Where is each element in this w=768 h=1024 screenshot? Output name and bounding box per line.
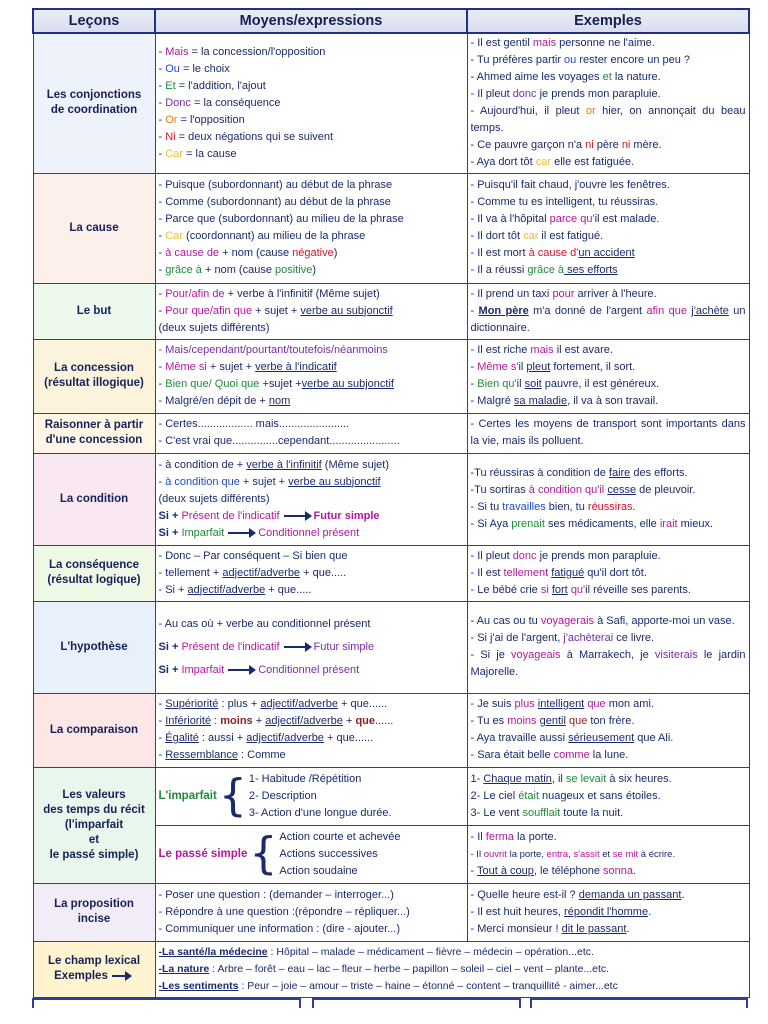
- means-raisonner: - Certes.................. mais....................... - C'est vrai que...............cependant.......................: [155, 413, 467, 453]
- means-passe-simple: Le passé simple { Action courte et achevée Actions successives Action soudaine: [155, 825, 467, 883]
- arrow-icon: [284, 515, 310, 517]
- examples-cause: - Puisqu'il fait chaud, j'ouvre les fenêtres. - Comme tu es intelligent, tu réussiras. - Il va à l'hôpital parce qu'il est malade. - Il dort tôt car il est fatigué. - Il est mort à cause d'un accident - Il a réussi grâce à ses efforts: [467, 173, 749, 283]
- lesson-condition: La condition: [33, 453, 155, 545]
- means-incise: - Poser une question : (demander – interroger...) - Répondre à une question :(répondre – répliquer...) - Communiquer une information : (dire - ajouter...): [155, 883, 467, 941]
- lesson-table: [32, 8, 750, 998]
- means-cause: - Puisque (subordonnant) au début de la phrase - Comme (subordonnant) au début de la phrase - Parce que (subordonnant) au milieu de la phrase - Car (coordonnant) au milieu de la phrase - à cause de + nom (cause négative) - grâce à + nom (cause positive): [155, 173, 467, 283]
- lesson-hypothese: L'hypothèse: [33, 601, 155, 693]
- header-row: [33, 9, 749, 33]
- lesson-champ-lexical: Le champ lexical Exemples: [33, 941, 155, 997]
- row-consequence: [33, 545, 749, 601]
- lesson-table-sheet: [32, 8, 748, 998]
- examples-comparaison: - Je suis plus intelligent que mon ami. - Tu es moins gentil que ton frère. - Aya travaille aussi sérieusement que Ali. - Sara était belle comme la lune.: [467, 693, 749, 767]
- next-table-cell-3: [530, 998, 748, 1008]
- row-conjonctions: [33, 33, 749, 173]
- examples-raisonner: - Certes les moyens de transport sont importants dans la vie, mais ils polluent.: [467, 413, 749, 453]
- arrow-icon: [284, 646, 310, 648]
- examples-hypothese: - Au cas ou tu voyagerais à Safi, apporte-moi un vase. - Si j'ai de l'argent, j'achèterai ce livre. - Si je voyageais à Marrakech, je visiterais le jardin Majorelle.: [467, 601, 749, 693]
- lesson-temps: Les valeurs des temps du récit (l'imparfait et le passé simple): [33, 767, 155, 883]
- next-table-cell-2: [312, 998, 521, 1008]
- row-comparaison: [33, 693, 749, 767]
- means-conjonctions: - Mais = la concession/l'opposition - Ou = le choix - Et = l'addition, l'ajout - Donc = la conséquence - Or = l'opposition - Ni = deux négations qui se suivent - Car = la cause: [155, 33, 467, 173]
- row-cause: [33, 173, 749, 283]
- row-hypothese: [33, 601, 749, 693]
- lesson-comparaison: La comparaison: [33, 693, 155, 767]
- examples-incise: - Quelle heure est-il ? demanda un passant. - Il est huit heures, répondit l'homme. - Merci monsieur ! dit le passant.: [467, 883, 749, 941]
- lesson-but: Le but: [33, 283, 155, 339]
- means-consequence: - Donc – Par conséquent – Si bien que - tellement + adjectif/adverbe + que..... - Si + adjectif/adverbe + que.....: [155, 545, 467, 601]
- row-raisonner: [33, 413, 749, 453]
- champ-lexical-examples: -La santé/la médecine : Hôpital – malade – médicament – fièvre – médecin – opération...etc. -La nature : Arbre – forêt – eau – lac – fleur – herbe – papillon – soleil – ciel – vent – plante...etc. -Les sentiments : Peur – joie – amour – triste – haine – étonné – content – tranquillité - aimer...etc: [155, 941, 749, 997]
- examples-condition: -Tu réussiras à condition de faire des efforts. -Tu sortiras à condition qu'il cesse de pleuvoir. - Si tu travailles bien, tu réussiras. - Si Aya prenait ses médicaments, elle irait mieux.: [467, 453, 749, 545]
- next-table-cell-1: [32, 998, 301, 1008]
- means-comparaison: - Supériorité : plus + adjectif/adverbe + que...... - Infériorité : moins + adjectif/adverbe + que...... - Égalité : aussi + adjectif/adverbe + que...... - Ressemblance : Comme: [155, 693, 467, 767]
- lesson-concession: La concession (résultat illogique): [33, 339, 155, 413]
- brace-icon: {: [218, 770, 247, 821]
- lesson-cause: La cause: [33, 173, 155, 283]
- row-but: [33, 283, 749, 339]
- means-concession: - Mais/cependant/pourtant/toutefois/néanmoins - Même si + sujet + verbe à l'indicatif - Bien que/ Quoi que +sujet +verbe au subjonctif - Malgré/en dépit de + nom: [155, 339, 467, 413]
- lesson-incise: La proposition incise: [33, 883, 155, 941]
- examples-conjonctions: - Il est gentil mais personne ne l'aime. - Tu préfères partir ou rester encore un peu ? - Ahmed aime les voyages et la nature. - Il pleut donc je prends mon parapluie. - Aujourd'hui, il pleut or hier, on annonçait du beau temps. - Ce pauvre garçon n'a ni père ni mère. - Aya dort tôt car elle est fatiguée.: [467, 33, 749, 173]
- means-hypothese: - Au cas où + verbe au conditionnel présent Si + Présent de l'indicatif Futur simple Si + Imparfait Conditionnel présent: [155, 601, 467, 693]
- examples-consequence: - Il pleut donc je prends mon parapluie. - Il est tellement fatigué qu'il dort tôt. - Le bébé crie si fort qu'il réveille ses parents.: [467, 545, 749, 601]
- means-imparfait: L'imparfait { 1- Habitude /Répétition 2- Description 3- Action d'une longue durée.: [155, 767, 467, 825]
- brace-icon: {: [249, 828, 278, 879]
- lesson-raisonner: Raisonner à partir d'une concession: [33, 413, 155, 453]
- examples-but: - Il prend un taxi pour arriver à l'heure. - Mon père m'a donné de l'argent afin que j'achète un dictionnaire.: [467, 283, 749, 339]
- means-condition: - à condition de + verbe à l'infinitif (Même sujet) - à condition que + sujet + verbe au subjonctif (deux sujets différents) Si + Présent de l'indicatif Futur simple Si + Imparfait Conditionnel présent: [155, 453, 467, 545]
- header-lecons: Leçons: [33, 9, 155, 33]
- next-table-edge: [32, 998, 748, 1008]
- lesson-consequence: La conséquence (résultat logique): [33, 545, 155, 601]
- passe-simple-label: Le passé simple: [158, 847, 248, 860]
- arrow-icon: [228, 669, 254, 671]
- examples-imparfait: 1- Chaque matin, il se levait à six heures. 2- Le ciel était nuageux et sans étoiles. 3- Le vent soufflait toute la nuit.: [467, 767, 749, 825]
- imparfait-label: L'imparfait: [158, 789, 217, 802]
- row-concession: [33, 339, 749, 413]
- means-but: - Pour/afin de + verbe à l'infinitif (Même sujet) - Pour que/afin que + sujet + verbe au subjonctif (deux sujets différents): [155, 283, 467, 339]
- arrow-icon: [112, 975, 130, 977]
- header-moyens: Moyens/expressions: [155, 9, 467, 33]
- row-incise: [33, 883, 749, 941]
- row-champ-lexical: [33, 941, 749, 997]
- row-temps-imparfait: [33, 767, 749, 825]
- lesson-conjonctions: Les conjonctions de coordination: [33, 33, 155, 173]
- header-exemples: Exemples: [467, 9, 749, 33]
- row-condition: [33, 453, 749, 545]
- examples-concession: - Il est riche mais il est avare. - Même s'il pleut fortement, il sort. - Bien qu'il soit pauvre, il est généreux. - Malgré sa maladie, il va à son travail.: [467, 339, 749, 413]
- arrow-icon: [228, 532, 254, 534]
- examples-passe-simple: - Il ferma la porte. - Il ouvrit la porte, entra, s'assit et se mit à écrire. - Tout à coup, le téléphone sonna.: [467, 825, 749, 883]
